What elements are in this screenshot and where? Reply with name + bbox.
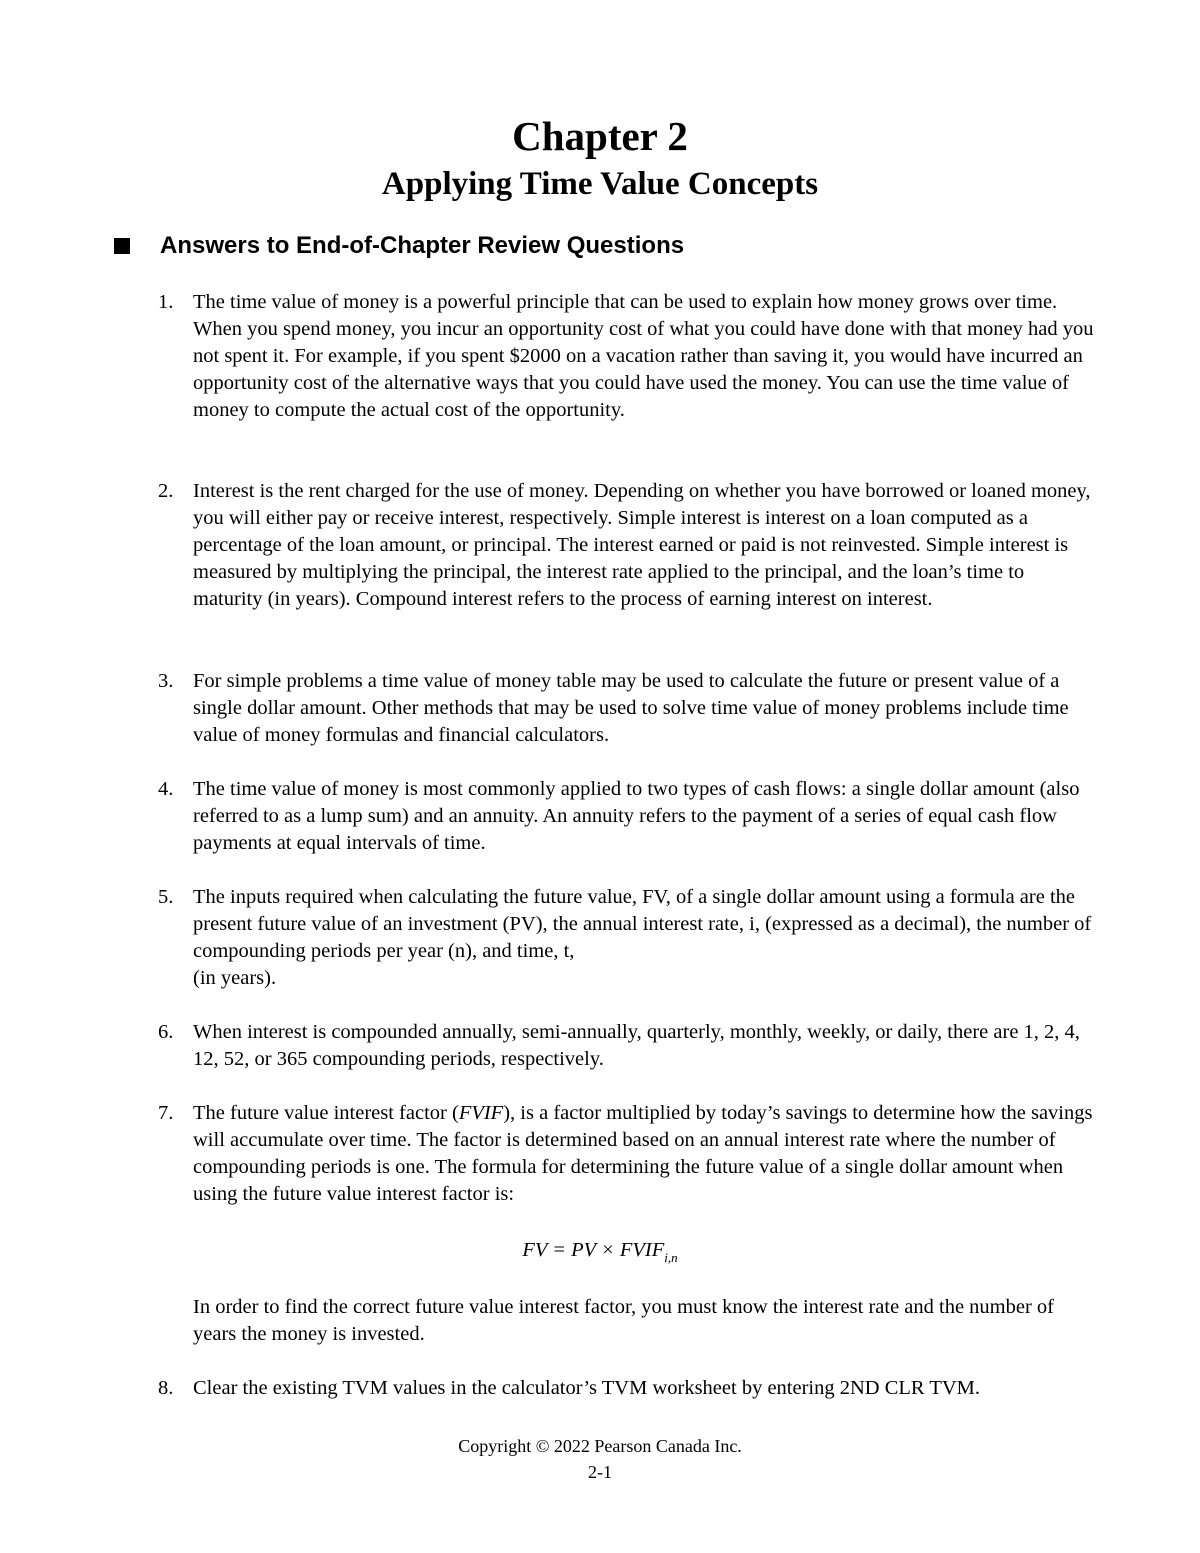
list-item-number: 1. [158,291,174,313]
list-item-number: 7. [158,1102,174,1124]
list-item-text: The time value of money is a powerful principle that can be used to explain how money grows over time. When you spend money, you incur an opportunity cost of what you could have done with that money had you not spent it. For example, if you spent $2000 on a vacation rather than saving it, you would have incurred an opportunity cost of the alternative ways that you could have used the money. You can use the time value of money to compute the actual cost of the opportunity. [193,291,1094,421]
list-item-text-last-line: (in years). [193,967,277,989]
list-item-text: The time value of money is most commonly applied to two types of cash flows: a single dollar amount (also referred to as a lump sum) and an annuity. An annuity refers to the payment of a series of equal cash flow payments at equal intervals of time. [193,778,1080,854]
list-item-text: Interest is the rent charged for the use of money. Depending on whether you have borrowed or loaned money, you will either pay or receive interest, respectively. Simple interest is interest on a loan computed as a percentage of the loan amount, or principal. The interest earned or paid is not reinvested. Simple interest is measured by multiplying the principal, the interest rate applied to the principal, and the loan’s time to maturity (in years). Compound interest refers to the process of earning interest on interest. [193,480,1091,610]
list-item-2 [158,478,1098,613]
fvif-term: FVIF [458,1102,504,1124]
list-item-7 [158,1100,1098,1208]
list-item-number: 8. [158,1377,174,1399]
formula-subscript: i,n [664,1250,678,1265]
list-item-3 [158,668,1098,749]
section-heading [114,229,684,263]
chapter-subtitle: Applying Time Value Concepts [381,166,819,202]
list-item-6 [158,1019,1098,1073]
list-item-number: 4. [158,778,174,800]
list-item-text [193,1100,1098,1208]
list-item-number: 6. [158,1021,174,1043]
copyright-notice: Copyright © 2022 Pearson Canada Inc. [458,1436,742,1456]
list-item-text-part: The future value interest factor ( [193,1102,459,1124]
chapter-title: Chapter 2 [512,113,688,159]
list-item-number: 2. [158,480,174,502]
list-item-5 [158,884,1098,992]
list-item-text-main: The inputs required when calculating the future value, FV, of a single dollar amount using a formula are the present future value of an investment (PV), the annual interest rate, i, (expressed as a decimal), the number of compounding periods per year (n), and time, t, [193,886,1092,962]
list-item-4 [158,776,1098,857]
list-item-text: When interest is compounded annually, semi-annually, quarterly, monthly, weekly, or daily, there are 1, 2, 4, 12, 52, or 365 compounding periods, respectively. [193,1021,1080,1070]
list-item-text: Clear the existing TVM values in the calculator’s TVM worksheet by entering 2ND CLR TVM. [193,1377,981,1399]
square-bullet-icon [114,238,130,254]
formula-main: FV = PV × FVIF [522,1239,665,1261]
list-item-number: 5. [158,886,174,908]
list-item-number: 3. [158,670,174,692]
fv-formula [0,1237,1200,1271]
list-item-1 [158,289,1098,424]
item-7-followup: In order to find the correct future value interest factor, you must know the interest rate and the number of years the money is invested. [193,1296,1055,1345]
list-item-text: For simple problems a time value of money table may be used to calculate the future or present value of a single dollar amount. Other methods that may be used to solve time value of money problems include time value of money formulas and financial calculators. [193,670,1069,746]
list-item-text-part: ), is a factor multiplied by today’s savings to determine how the savings will accumulate over time. The factor is determined based on an annual interest rate where the number of compounding periods is one. The formula for determining the future value of a single dollar amount when using the future value interest factor is: [193,1102,1093,1205]
list-item-text [193,884,1098,992]
page-number: 2-1 [588,1462,612,1482]
section-heading-text: Answers to End-of-Chapter Review Questions [160,232,685,259]
list-item-8 [158,1375,1098,1402]
